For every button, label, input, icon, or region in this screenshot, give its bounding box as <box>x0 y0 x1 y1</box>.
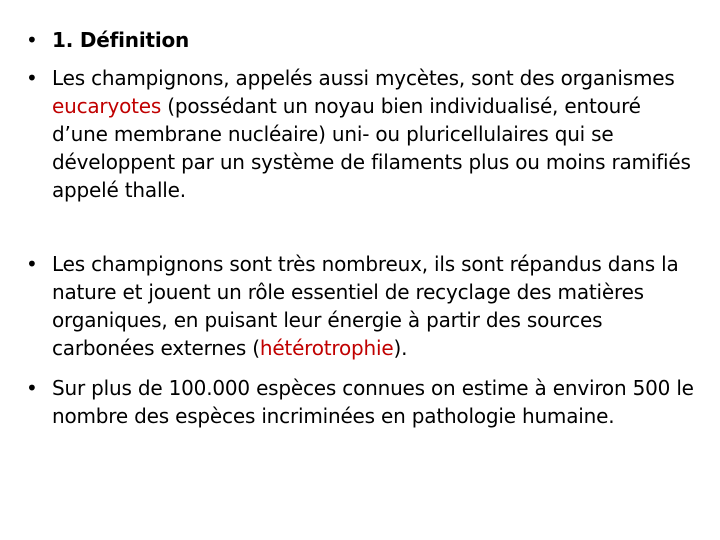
highlight-heterotrophie: hétérotrophie <box>259 336 394 360</box>
definition-text-start: Les champignons, appelés aussi mycètes, sont des organismes <box>52 66 675 90</box>
definition-text-end: (possédant un noyau bien individualisé, entouré d’une membrane nucléaire) uni- ou pluricellulaires qui se développent par un système de filaments plus ou moins ramifiés appelé thalle. <box>52 94 691 202</box>
bullet-marker: • <box>26 252 38 276</box>
nature-role-text-end: ). <box>393 336 408 360</box>
definition-paragraph <box>52 64 700 204</box>
bullet-species-count <box>20 374 700 430</box>
definition-heading: 1. Définition <box>52 28 190 52</box>
species-count-paragraph: Sur plus de 100.000 espèces connues on estime à environ 500 le nombre des espèces incriminées en pathologie humaine. <box>52 376 694 428</box>
highlight-eucaryotes: eucaryotes <box>52 94 162 118</box>
bullet-definition-text <box>20 64 700 204</box>
bullet-marker: • <box>26 66 38 90</box>
bullet-marker: • <box>26 28 38 52</box>
bullet-definition-heading <box>20 26 700 54</box>
bullet-marker: • <box>26 376 38 400</box>
nature-role-paragraph <box>52 250 700 362</box>
bullet-nature-role <box>20 250 700 362</box>
nature-role-text-start: Les champignons sont très nombreux, ils sont répandus dans la nature et jouent un rôle essentiel de recyclage des matières organiques, en puisant leur énergie à partir des sources carbonées externes ( <box>52 252 679 360</box>
